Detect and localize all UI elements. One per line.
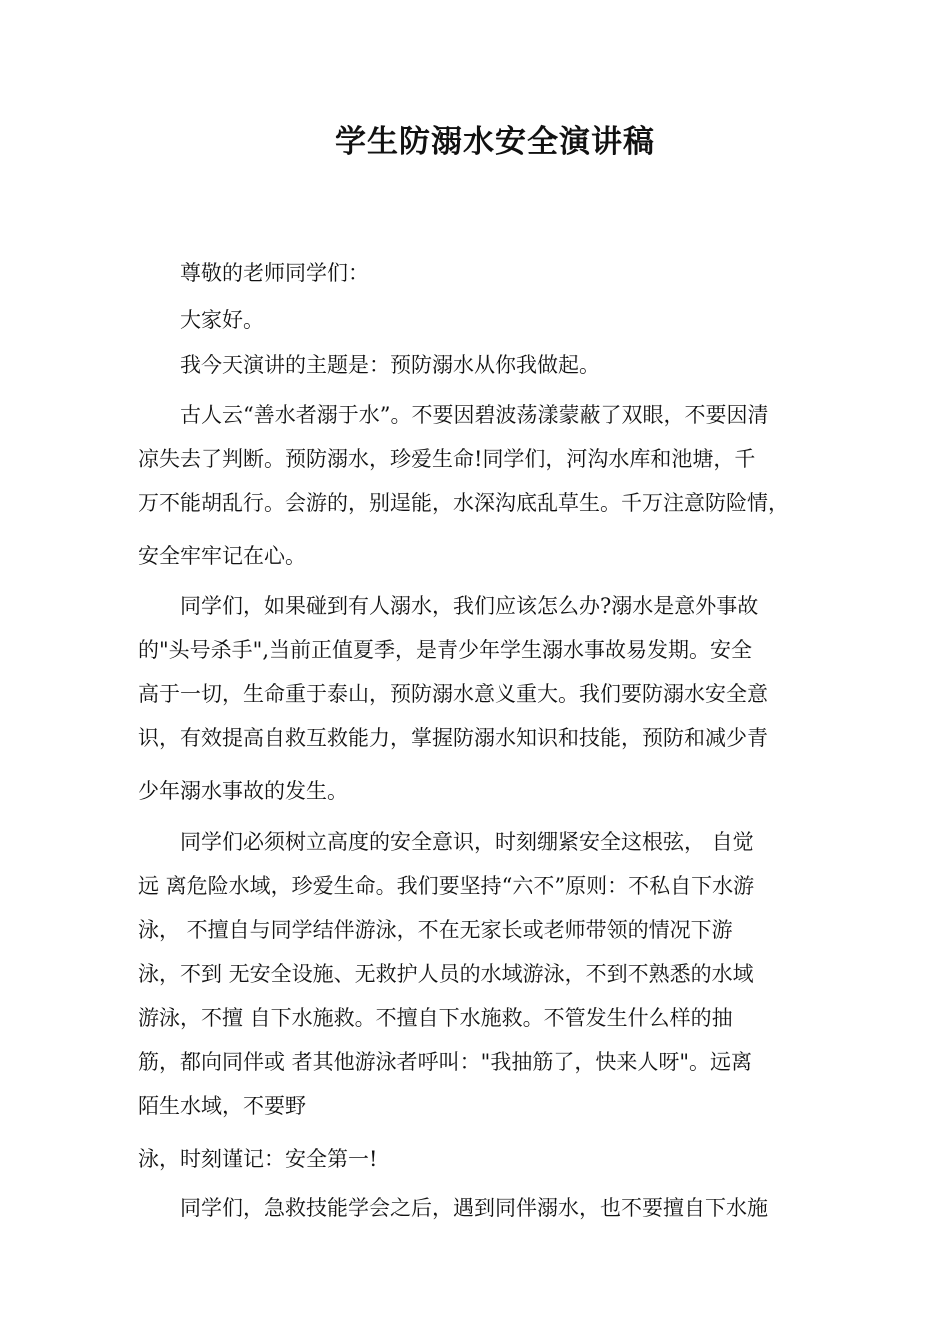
body-line: 尊敬的老师同学们： [180,261,369,285]
body-line: 游泳，不擅 自下水施救。不擅自下水施救。不管发生什么样的抽 [138,1006,733,1030]
body-line: 的"头号杀手",当前正值夏季，是青少年学生溺水事故易发期。安全 [138,638,752,662]
body-line: 陌生水域，不要野 [138,1094,306,1118]
body-line: 安全牢牢记在心。 [138,544,306,568]
body-line: 泳，时刻谨记：安全第一! [138,1147,378,1171]
body-line: 同学们，如果碰到有人溺水，我们应该怎么办?溺水是意外事故 [180,594,759,618]
body-line: 古人云“善水者溺于水”。不要因碧波荡漾蒙蔽了双眼，不要因清 [180,403,769,427]
body-line: 同学们必须树立高度的安全意识，时刻绷紧安全这根弦， 自觉 [180,830,754,854]
body-line: 少年溺水事故的发生。 [138,779,348,803]
body-line: 泳， 不擅自与同学结伴游泳，不在无家长或老师带领的情况下游 [138,918,733,942]
body-line: 万不能胡乱行。会游的，别逞能，水深沟底乱草生。千万注意防险情， [138,491,789,515]
body-line: 大家好。 [180,308,264,332]
body-line: 凉失去了判断。预防溺水，珍爱生命!同学们，河沟水库和池塘，千 [138,447,756,471]
body-line: 远 离危险水域，珍爱生命。我们要坚持“六不”原则：不私自下水游 [138,874,755,898]
body-line: 我今天演讲的主题是：预防溺水从你我做起。 [180,353,600,377]
body-line: 识，有效提高自救互救能力，掌握防溺水知识和技能，预防和减少青 [138,726,768,750]
document-title: 学生防溺水安全演讲稿 [335,124,655,160]
body-line: 泳，不到 无安全设施、无救护人员的水域游泳，不到不熟悉的水域 [138,962,754,986]
body-line: 高于一切，生命重于泰山，预防溺水意义重大。我们要防溺水安全意 [138,682,768,706]
body-line: 筋，都向同伴或 者其他游泳者呼叫："我抽筋了，快来人呀"。远离 [138,1050,752,1074]
body-line: 同学们，急救技能学会之后，遇到同伴溺水，也不要擅自下水施 [180,1196,768,1220]
